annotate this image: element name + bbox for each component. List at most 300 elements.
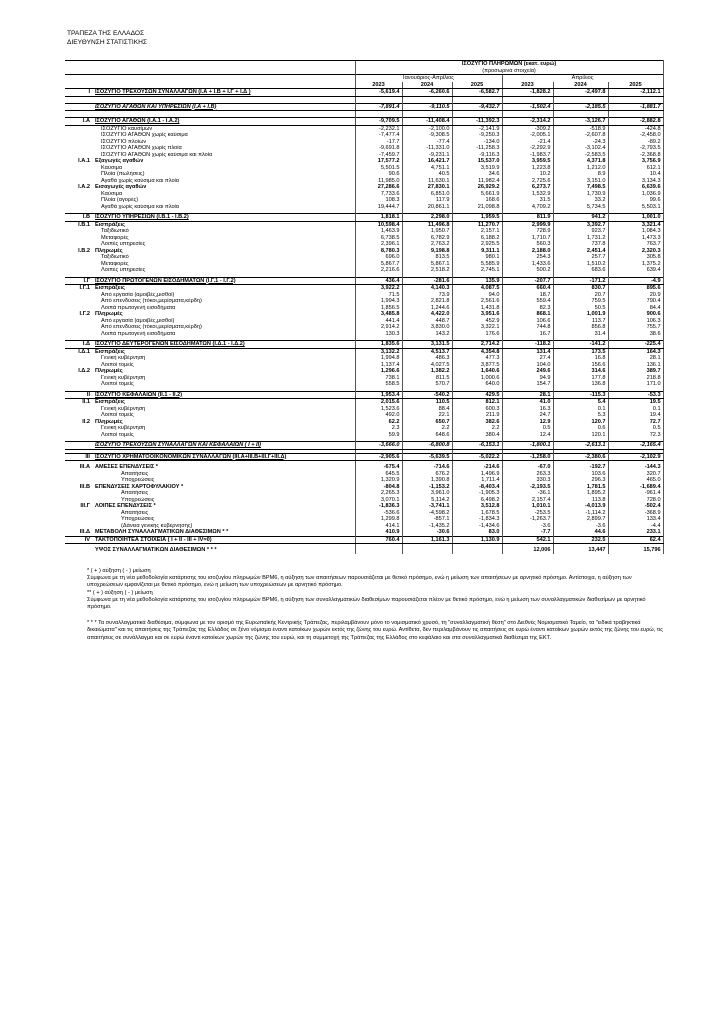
value-cell: 1,532.9 <box>502 191 553 198</box>
footnote-1-text: Σύμφωνα με τη νέα μεθοδολογία κατάρτισης του ισοζυγίου πληρωμών BPM6, η αύξηση των απαιτήσεων παρουσιάζεται με θετικό πρόσημο, ενώ η μείωση των απαιτήσεων με αρνητικό πρόσημο. Αντίστοιχα, η αύξηση των υποχρεώσεων εμφανίζεται με θετικό πρόσημο, ενώ η μείωση των υποχρεώσεων με αρνητικό πρόσημο. <box>87 575 632 589</box>
value-cell: 11,982.4 <box>452 178 502 185</box>
value-cell: 218.8 <box>608 375 663 382</box>
row-label: Πληρωμές <box>95 368 123 374</box>
value-cell: 1,711.4 <box>452 477 502 484</box>
value-cell: 11,496.8 <box>402 221 452 228</box>
footnote-3-text: * * * Τα συναλλαγματικά διαθέσιμα, σύμφωνα με τον ορισμό της Ευρωπαϊκής Κεντρικής Τράπεζας, περιλαμβάνουν μόνο το νομισματικό χρυσό, τη "συναλλαγματική θέση" στο Διεθνές Νομισματικό Ταμείο, τα "ειδικά τραβηκτικά δικαιώματα" και τις απαιτήσεις της Τράπεζας της Ελλάδος σε ξένο νόμισμα έναντι κατοίκων χωρών εκτός της ζώνης του ευρώ. Αντίθετα, δεν περιλαμβάνουν τις απαιτήσεις σε ευρώ έναντι κατοίκων χωρών εκτός της ζώνης του ευρώ, τις απαιτήσεις σε συνάλλαγμα και σε ευρώ έναντι κατοίκων χωρών της ζώνης του ευρώ, και τη συμμετοχή της Τράπεζας της Ελλάδος στο κεφάλαιο και στα συναλλαγματικά διαθέσιμα της ΕΚΤ. <box>87 620 663 641</box>
row-code: III.A <box>79 464 90 470</box>
value-cell: -2,882.8 <box>608 118 663 126</box>
value-cell: 5,585.9 <box>452 261 502 268</box>
value-cell: 0.1 <box>608 406 663 413</box>
row-code: Ι.Δ.2 <box>78 368 90 374</box>
value-cell: -253.5 <box>502 510 553 517</box>
value-cell: 676.2 <box>402 471 452 478</box>
value-cell: 1,835.6 <box>355 341 402 349</box>
value-cell: -2,314.2 <box>502 118 553 126</box>
value-cell: -2,905.6 <box>355 453 402 461</box>
value-cell: 856.8 <box>553 324 608 331</box>
value-cell: 254.3 <box>502 254 553 261</box>
row-code: II <box>65 391 93 399</box>
value-cell: -3,741.1 <box>402 503 452 510</box>
value-cell: 16.7 <box>502 331 553 338</box>
row-code: I.B.1 <box>78 221 90 228</box>
row-label: Μεταφορές <box>101 260 129 267</box>
value-cell: 10.2 <box>502 171 553 178</box>
row-label: Γενική κυβέρνηση <box>101 405 146 412</box>
value-cell: 110.5 <box>402 399 452 406</box>
value-cell: -1,905.3 <box>452 490 502 497</box>
value-cell: 1,212.0 <box>553 165 608 172</box>
value-cell: 1,710.7 <box>502 235 553 242</box>
value-cell: 1,431.8 <box>452 305 502 312</box>
row-code <box>65 442 93 450</box>
value-cell: 2,157.1 <box>452 228 502 235</box>
value-cell: 12.9 <box>502 419 553 426</box>
value-cell: 28.1 <box>502 391 553 399</box>
value-cell: 2,714.2 <box>452 341 502 349</box>
value-cell: 120.1 <box>553 432 608 439</box>
row-code: Ι.Δ <box>65 341 93 349</box>
row-label: Αγαθά χωρίς καύσιμα και πλοία <box>101 177 180 184</box>
table-row <box>65 221 663 228</box>
value-cell: 1,161.3 <box>402 536 452 544</box>
value-cell: -9,308.5 <box>402 132 452 139</box>
row-label: Λοιπά πρωτογενή εισοδήματα <box>101 330 176 337</box>
row-code: III.Γ <box>80 503 90 509</box>
value-cell: 94.0 <box>452 292 502 299</box>
value-cell: -2,613.1 <box>553 442 608 450</box>
row-label: Λοιπά πρωτογενή εισοδήματα <box>101 304 176 311</box>
table-row <box>65 89 663 97</box>
row-label: Πληρωμές <box>95 247 123 254</box>
row-label: Εισαγωγές αγαθών <box>95 184 147 190</box>
value-cell: 20.7 <box>553 292 608 299</box>
row-label: Απαιτήσεις <box>121 470 149 477</box>
row-code: I.A.2 <box>78 184 90 190</box>
row-label: ΙΣΟΖΥΓΙΟ ΔΕΥΤΕΡΟΓΕΝΩΝ ΕΙΣΟΔΗΜΑΤΩΝ (Ι.Δ.1 - Ι.Δ.2) <box>93 341 355 349</box>
value-cell: 492.0 <box>355 412 402 419</box>
value-cell: 104.0 <box>502 362 553 369</box>
value-cell: 3,830.0 <box>402 324 452 331</box>
value-cell: 813.5 <box>402 254 452 261</box>
value-cell: 3,959.5 <box>502 158 553 165</box>
value-cell: -118.2 <box>502 341 553 349</box>
table-row <box>65 341 663 349</box>
value-cell: -2,141.9 <box>452 125 502 132</box>
value-cell: 34.6 <box>452 171 502 178</box>
value-cell: 660.4 <box>502 285 553 292</box>
value-cell: 83.0 <box>452 529 502 536</box>
value-cell: -9,250.3 <box>452 132 502 139</box>
value-cell: -6,800.8 <box>402 442 452 450</box>
value-cell: 27,830.1 <box>402 184 452 191</box>
row-code: I.A.1 <box>78 158 90 164</box>
value-cell: -368.9 <box>608 510 663 517</box>
value-cell: 40.5 <box>402 171 452 178</box>
value-cell: 2.2 <box>402 425 452 432</box>
value-cell: -1,834.3 <box>452 516 502 523</box>
year-header: 2023 <box>502 82 553 89</box>
value-cell: 44.6 <box>553 529 608 536</box>
value-cell: 811.9 <box>502 214 553 222</box>
value-cell: 314.6 <box>553 368 608 375</box>
value-cell: 62.4 <box>608 536 663 544</box>
value-cell: -2,100.0 <box>402 125 452 132</box>
value-cell: -171.2 <box>553 277 608 285</box>
value-cell: 2,015.6 <box>355 399 402 406</box>
value-cell: 84.4 <box>608 305 663 312</box>
value-cell: -2,292.9 <box>502 145 553 152</box>
value-cell: 2,216.6 <box>355 267 402 274</box>
value-cell: -36.1 <box>502 490 553 497</box>
row-code: I.B <box>65 214 93 222</box>
table-row <box>65 529 663 536</box>
value-cell: 1,640.6 <box>452 368 502 375</box>
value-cell: 24.7 <box>502 412 553 419</box>
value-cell: 1,994.8 <box>355 355 402 362</box>
value-cell: 143.2 <box>402 331 452 338</box>
value-cell: 3,961.0 <box>402 490 452 497</box>
value-cell: -9,691.8 <box>355 145 402 152</box>
value-cell: 4,513.7 <box>402 348 452 355</box>
value-cell: 2,451.4 <box>553 248 608 255</box>
value-cell: -214.6 <box>452 464 502 471</box>
value-cell: -5,619.4 <box>355 89 402 97</box>
value-cell: 1,523.6 <box>355 406 402 413</box>
value-cell: -2,193.5 <box>502 484 553 491</box>
value-cell: 2,188.0 <box>502 248 553 255</box>
row-label: Πλοία (πωλήσεις) <box>101 171 145 177</box>
value-cell: 5,734.5 <box>553 204 608 211</box>
value-cell: 760.4 <box>355 536 402 544</box>
table-row <box>65 285 663 292</box>
value-cell: 558.5 <box>355 381 402 388</box>
value-cell: -77.4 <box>402 139 452 146</box>
row-label: Καύσιμα <box>101 190 123 197</box>
value-cell: 2,821.8 <box>402 298 452 305</box>
value-cell: 6,782.9 <box>402 235 452 242</box>
value-cell: 113.8 <box>553 497 608 504</box>
row-label: Λοιπές υπηρεσίες <box>101 267 146 273</box>
value-cell: 2,763.2 <box>402 241 452 248</box>
value-cell: 99.6 <box>608 197 663 204</box>
value-cell: 0.6 <box>553 425 608 432</box>
value-cell: 389.7 <box>608 368 663 375</box>
row-code <box>65 103 93 111</box>
value-cell: 17,577.2 <box>355 158 402 165</box>
value-cell: 1,320.9 <box>355 477 402 484</box>
value-cell: 73.9 <box>402 292 452 299</box>
row-label: Απαιτήσεις <box>121 509 149 516</box>
table-row <box>65 442 663 450</box>
value-cell: -9,432.7 <box>452 103 502 111</box>
table-row <box>65 214 663 222</box>
value-cell: -2,607.8 <box>553 132 608 139</box>
value-cell: 3,877.5 <box>452 362 502 369</box>
value-cell: 648.6 <box>402 432 452 439</box>
row-code <box>65 547 93 554</box>
row-code <box>65 125 93 132</box>
value-cell: 2,518.2 <box>402 267 452 274</box>
value-cell: 3,485.8 <box>355 311 402 318</box>
value-cell: 20,861.1 <box>402 204 452 211</box>
footnotes <box>87 568 667 642</box>
value-cell: -4.9 <box>608 277 663 285</box>
row-label: Αγαθά χωρίς καύσιμα και πλοία <box>101 203 180 210</box>
row-label: Εισπράξεις <box>95 285 125 291</box>
value-cell: -2,458.0 <box>608 132 663 139</box>
value-cell: 728.0 <box>608 497 663 504</box>
value-cell: -3,102.4 <box>553 145 608 152</box>
value-cell: -1,263.7 <box>502 516 553 523</box>
value-cell: -1,114.2 <box>553 510 608 517</box>
value-cell: 410.9 <box>355 529 402 536</box>
value-cell: 38.6 <box>608 331 663 338</box>
value-cell: 500.2 <box>502 267 553 274</box>
value-cell: -2,793.5 <box>608 145 663 152</box>
row-label: ΙΣΟΖΥΓΙΟ ΧΡΗΜΑΤΟΟΙΚΟΝΟΜΙΚΩΝ ΣΥΝΑΛΛΑΓΩΝ (ΙΙΙ.Α+ΙΙΙ.Β+ΙΙΙ.Γ+ΙΙΙ.Δ) <box>93 453 355 461</box>
value-cell: -714.6 <box>402 464 452 471</box>
value-cell: 2,745.1 <box>452 267 502 274</box>
value-cell: -3,126.7 <box>553 118 608 126</box>
value-cell: -536.6 <box>355 510 402 517</box>
value-cell <box>355 547 402 554</box>
value-cell: 429.5 <box>452 391 502 399</box>
value-cell: 600.3 <box>452 406 502 413</box>
value-cell: -24.3 <box>553 139 608 146</box>
year-header: 2023 <box>355 82 402 89</box>
row-label: Πληρωμές <box>95 311 123 317</box>
value-cell: -4,598.2 <box>402 510 452 517</box>
row-label: ΙΣΟΖΥΓΙΟ ΑΓΑΘΩΝ χωρίς πλοία <box>101 145 182 151</box>
value-cell: 1,084.3 <box>608 228 663 235</box>
value-cell: 120.7 <box>553 419 608 426</box>
value-cell: -225.4 <box>608 341 663 349</box>
row-label: ΙΣΟΖΥΓΙΟ ΚΕΦΑΛΑΙΩΝ (ΙΙ.1 - ΙΙ.2) <box>93 391 355 399</box>
value-cell: 559.4 <box>502 298 553 305</box>
value-cell: 16.8 <box>553 355 608 362</box>
value-cell: 683.6 <box>553 267 608 274</box>
value-cell: 830.7 <box>553 285 608 292</box>
value-cell: 136.8 <box>553 381 608 388</box>
value-cell: -2,497.8 <box>553 89 608 97</box>
period-group-jan-apr: Ιανουάριος-Απρίλιος <box>355 75 502 82</box>
value-cell: 4,140.3 <box>402 285 452 292</box>
value-cell: 5.3 <box>553 412 608 419</box>
value-cell: 6,498.2 <box>452 497 502 504</box>
value-cell: 1,299.8 <box>355 516 402 523</box>
period-group-april: Απρίλιος <box>502 75 663 82</box>
value-cell: 330.3 <box>502 477 553 484</box>
value-cell: -9,116.3 <box>452 152 502 159</box>
value-cell: 2,725.6 <box>502 178 553 185</box>
value-cell: 1,496.9 <box>452 471 502 478</box>
value-cell: 1,001.0 <box>608 214 663 222</box>
value-cell <box>452 547 502 554</box>
value-cell: 0.5 <box>608 425 663 432</box>
value-cell: -6,260.6 <box>402 89 452 97</box>
value-cell: 31.4 <box>553 331 608 338</box>
row-label: ΕΠΕΝΔΥΣΕΙΣ ΧΑΡΤΟΦΥΛΑΚΙΟΥ * <box>95 483 184 490</box>
value-cell: 21,098.8 <box>452 204 502 211</box>
value-cell: 3,951.6 <box>452 311 502 318</box>
table-row <box>65 277 663 285</box>
value-cell: 868.1 <box>502 311 553 318</box>
value-cell: -518.9 <box>553 125 608 132</box>
value-cell: -1,502.4 <box>502 103 553 111</box>
balance-of-payments-table <box>65 60 664 554</box>
value-cell: 176.6 <box>452 331 502 338</box>
value-cell: 1,000.6 <box>452 375 502 382</box>
value-cell: -281.6 <box>402 277 452 285</box>
value-cell: 1,895.2 <box>553 490 608 497</box>
value-cell: 82.3 <box>502 305 553 312</box>
value-cell: -9,709.5 <box>355 118 402 126</box>
value-cell: -9,231.1 <box>402 152 452 159</box>
value-cell: 71.5 <box>355 292 402 299</box>
table-title: ΙΣΟΖΥΓΙΟ ΠΛΗΡΩΜΩΝ (εκατ. ευρώ) <box>355 61 663 68</box>
value-cell: -1,881.7 <box>608 103 663 111</box>
value-cell: -1,983.7 <box>502 152 553 159</box>
row-label: Από εργασία (αμοιβές,μισθοί) <box>101 291 175 298</box>
value-cell: 117.9 <box>402 197 452 204</box>
value-cell: 305.8 <box>608 254 663 261</box>
row-label: ΙΣΟΖΥΓΙΟ ΠΡΩΤΟΓΕΝΩΝ ΕΙΣΟΔΗΜΑΤΩΝ (Ι.Γ.1 - Ι.Γ.2) <box>93 277 355 285</box>
value-cell: 895.6 <box>608 285 663 292</box>
value-cell: 1,244.6 <box>402 305 452 312</box>
table-row <box>65 536 663 544</box>
value-cell: 16,421.7 <box>402 158 452 165</box>
value-cell: 1,510.2 <box>553 261 608 268</box>
value-cell: -67.0 <box>502 464 553 471</box>
value-cell: 8,780.3 <box>355 248 402 255</box>
row-label: Λοιποί τομείς <box>101 431 134 438</box>
value-cell: 696.0 <box>355 254 402 261</box>
value-cell: 8.9 <box>553 171 608 178</box>
row-label: Πληρωμές <box>95 418 123 425</box>
row-label: ΙΣΟΖΥΓΙΟ ΥΠΗΡΕΣΙΩΝ (Ι.Β.1 - Ι.Β.2) <box>93 214 355 222</box>
value-cell: 94.9 <box>502 375 553 382</box>
value-cell: -1,800.1 <box>502 442 553 450</box>
value-cell: 645.5 <box>355 471 402 478</box>
year-header: 2024 <box>553 82 608 89</box>
value-cell: 1,731.2 <box>553 235 608 242</box>
value-cell: 27.4 <box>502 355 553 362</box>
value-cell: -961.4 <box>608 490 663 497</box>
value-cell: 257.7 <box>553 254 608 261</box>
value-cell: 980.1 <box>452 254 502 261</box>
value-cell: -7,459.7 <box>355 152 402 159</box>
value-cell: -4,013.9 <box>553 503 608 510</box>
row-label: Από εργασία (αμοιβές,μισθοί) <box>101 317 175 324</box>
value-cell: 171.0 <box>608 381 663 388</box>
value-cell: -1,689.4 <box>608 484 663 491</box>
value-cell: -3.6 <box>553 523 608 530</box>
value-cell: 232.5 <box>553 536 608 544</box>
row-label: Πλοία (αγορές) <box>101 197 139 203</box>
value-cell: 5,501.5 <box>355 165 402 172</box>
footnote-2-text: Σύμφωνα με τη νέα μεθοδολογία κατάρτισης του ισοζυγίου πληρωμών BPM6, η αύξηση των συναλλαγματικών διαθεσίμων παρουσιάζεται πλέον με θετικό πρόσημο, ενώ η μείωση των συναλλαγματικών διαθεσίμων με αρνητικό πρόσημο. <box>87 596 646 611</box>
value-cell: 3,512.8 <box>452 503 502 510</box>
department-name: ΔΙΕΥΘΥΝΣΗ ΣΤΑΤΙΣΤΙΚΗΣ <box>67 38 147 46</box>
bank-name: ΤΡΑΠΕΖΑ ΤΗΣ ΕΛΛΑΔΟΣ <box>67 30 145 37</box>
value-cell: 26,929.2 <box>452 184 502 191</box>
value-cell: 263.3 <box>502 471 553 478</box>
value-cell: 22.1 <box>402 412 452 419</box>
value-cell: 11,630.1 <box>402 178 452 185</box>
table-row <box>65 391 663 399</box>
value-cell: 173.5 <box>553 348 608 355</box>
value-cell: 249.6 <box>502 368 553 375</box>
row-code: IV <box>65 536 93 544</box>
value-cell: -5,022.2 <box>452 453 502 461</box>
value-cell: 6,851.0 <box>402 191 452 198</box>
value-cell: -3.6 <box>502 523 553 530</box>
value-cell: 1,390.8 <box>402 477 452 484</box>
value-cell: 5,661.9 <box>452 191 502 198</box>
row-label: Λοιποί τομείς <box>101 412 134 418</box>
value-cell: 156.6 <box>553 362 608 369</box>
value-cell: -502.4 <box>608 503 663 510</box>
value-cell: 3,131.5 <box>402 341 452 349</box>
value-cell: -11,331.0 <box>402 145 452 152</box>
value-cell: -424.8 <box>608 125 663 132</box>
value-cell: 448.7 <box>402 318 452 325</box>
value-cell: -3,666.0 <box>355 442 402 450</box>
value-cell: 15,537.0 <box>452 158 502 165</box>
row-code: III <box>65 453 93 461</box>
value-cell: 12,006 <box>502 547 553 554</box>
value-cell: 1,001.9 <box>553 311 608 318</box>
value-cell: -53.3 <box>608 391 663 399</box>
value-cell: -2,232.1 <box>355 125 402 132</box>
value-cell: 320.7 <box>608 471 663 478</box>
value-cell: 0.1 <box>553 406 608 413</box>
value-cell: 108.3 <box>355 197 402 204</box>
value-cell: -1,435.2 <box>402 523 452 530</box>
value-cell: 133.4 <box>608 516 663 523</box>
value-cell: -9,110.5 <box>402 103 452 111</box>
value-cell: 3,321.4 <box>608 221 663 228</box>
row-label: Λοιποί τομείς <box>101 361 134 368</box>
value-cell: 763.7 <box>608 241 663 248</box>
value-cell: 6,188.2 <box>452 235 502 242</box>
value-cell: 135.9 <box>452 277 502 285</box>
row-label: Ταξιδιωτικό <box>101 228 129 234</box>
row-label: ΥΨΟΣ ΣΥΝΑΛΛΑΓΜΑΤΙΚΩΝ ΔΙΑΘΕΣΙΜΩΝ * * * <box>95 547 217 553</box>
row-code: Ι.Γ.2 <box>79 311 90 317</box>
value-cell: 168.6 <box>452 197 502 204</box>
value-cell: 131.4 <box>502 348 553 355</box>
value-cell: 755.7 <box>608 324 663 331</box>
value-cell: 106.6 <box>502 318 553 325</box>
value-cell: -6,153.1 <box>452 442 502 450</box>
value-cell: 1,296.6 <box>355 368 402 375</box>
row-code: Ι.Δ.1 <box>78 348 90 355</box>
row-label: Εξαγωγές αγαθών <box>95 158 144 164</box>
value-cell: 4,371.8 <box>553 158 608 165</box>
row-code: II.2 <box>82 418 90 425</box>
value-cell: 1,433.6 <box>502 261 553 268</box>
value-cell: 9,311.1 <box>452 248 502 255</box>
row-code: III.Δ <box>79 529 90 535</box>
value-cell: 1,036.9 <box>608 191 663 198</box>
value-cell: -540.2 <box>402 391 452 399</box>
value-cell: 1,473.3 <box>608 235 663 242</box>
value-cell: 4,709.2 <box>502 204 553 211</box>
value-cell: 7,733.6 <box>355 191 402 198</box>
value-cell: -7,477.4 <box>355 132 402 139</box>
